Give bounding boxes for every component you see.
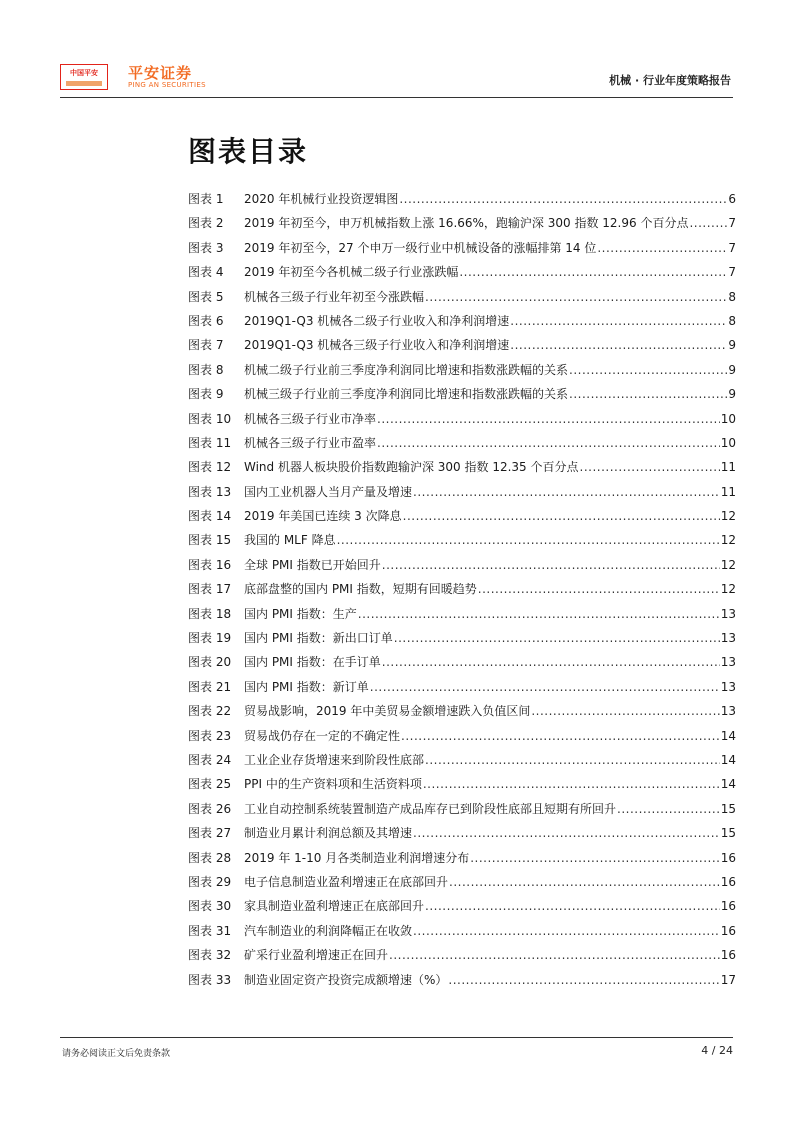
toc-entry-page: 9 xyxy=(728,362,736,377)
toc-entry-label: 图表 11 xyxy=(188,435,232,450)
toc-entry-label: 图表 8 xyxy=(188,362,224,377)
toc-entry-label: 图表 23 xyxy=(188,728,232,743)
toc-entry[interactable] xyxy=(188,312,736,336)
toc-entry-label: 图表 33 xyxy=(188,972,232,987)
toc-leader-dots xyxy=(580,460,720,474)
toc-entry[interactable] xyxy=(188,239,736,263)
toc-entry-title: 矿采行业盈利增速正在回升 xyxy=(244,948,389,963)
toc-entry-page: 17 xyxy=(720,972,736,987)
toc-entry-label: 图表 26 xyxy=(188,801,232,816)
toc-entry-title: 2019 年初至今各机械二级子行业涨跌幅 xyxy=(244,265,459,280)
toc-leader-dots xyxy=(413,924,720,938)
toc-entry-page: 16 xyxy=(720,850,736,865)
footer-disclaimer: 请务必阅读正文后免责条款 xyxy=(62,1049,171,1059)
toc-leader-dots xyxy=(425,899,720,913)
toc-entry-label: 图表 5 xyxy=(188,289,224,304)
toc-entry-title: 机械三级子行业前三季度净利润同比增速和指数涨跌幅的关系 xyxy=(244,387,569,402)
toc-entry-title: 2019 年美国已连续 3 次降息 xyxy=(244,509,402,524)
toc-entry-page: 7 xyxy=(728,240,736,255)
toc-entry-page: 10 xyxy=(720,411,736,426)
toc-entry-label: 图表 31 xyxy=(188,923,232,938)
report-title: 机械 · 行业年度策略报告 xyxy=(609,74,731,87)
toc-leader-dots xyxy=(382,558,720,572)
toc-entry-title: 2019 年初至今，27 个申万一级行业中机械设备的涨幅排第 14 位 xyxy=(244,240,597,255)
toc-entry-label: 图表 16 xyxy=(188,557,232,572)
toc-leader-dots xyxy=(401,729,720,743)
toc-entry-title: PPI 中的生产资料项和生活资料项 xyxy=(244,777,422,792)
toc-leader-dots xyxy=(510,338,727,352)
page-number: 4 / 24 xyxy=(701,1044,733,1057)
toc-entry-page: 12 xyxy=(720,557,736,572)
toc-entry-page: 16 xyxy=(720,923,736,938)
toc-leader-dots xyxy=(377,436,720,450)
toc-entry[interactable] xyxy=(188,800,736,824)
toc-leader-dots xyxy=(382,655,720,669)
page-title: 图表目录 xyxy=(188,135,309,168)
toc-entry-label: 图表 9 xyxy=(188,387,224,402)
toc-leader-dots xyxy=(389,948,720,962)
toc-leader-dots xyxy=(569,363,727,377)
brand-name: 平安证券 xyxy=(128,64,193,82)
toc-entry-title: 贸易战仍存在一定的不确定性 xyxy=(244,728,401,743)
toc-entry[interactable] xyxy=(188,897,736,921)
toc-entry-page: 7 xyxy=(728,265,736,280)
toc-entry[interactable] xyxy=(188,971,736,995)
brand-name-en: PING AN SECURITIES xyxy=(128,81,206,89)
toc-entry-title: 机械各三级子行业市盈率 xyxy=(244,435,377,450)
toc-entry[interactable] xyxy=(188,458,736,482)
toc-leader-dots xyxy=(569,387,727,401)
toc-entry-label: 图表 17 xyxy=(188,582,232,597)
toc-entry-title: 机械各三级子行业市净率 xyxy=(244,411,377,426)
toc-entry-page: 14 xyxy=(720,777,736,792)
toc-leader-dots xyxy=(377,412,720,426)
toc-entry-title: 家具制造业盈利增速正在底部回升 xyxy=(244,899,425,914)
toc-entry-label: 图表 24 xyxy=(188,752,232,767)
toc-entry[interactable] xyxy=(188,336,736,360)
toc-entry-page: 9 xyxy=(728,338,736,353)
toc-entry[interactable] xyxy=(188,727,736,751)
toc-leader-dots xyxy=(403,509,720,523)
toc-leader-dots xyxy=(394,631,720,645)
toc-entry[interactable] xyxy=(188,653,736,677)
toc-entry-page: 10 xyxy=(720,435,736,450)
toc-entry-label: 图表 21 xyxy=(188,679,232,694)
toc-entry-title: 底部盘整的国内 PMI 指数，短期有回暖趋势 xyxy=(244,582,477,597)
toc-entry-label: 图表 18 xyxy=(188,606,232,621)
toc-entry[interactable] xyxy=(188,556,736,580)
toc-entry-page: 15 xyxy=(720,801,736,816)
toc-entry-page: 15 xyxy=(720,826,736,841)
toc-entry-title: 制造业固定资产投资完成额增速（%） xyxy=(244,972,448,987)
toc-entry-label: 图表 6 xyxy=(188,313,224,328)
toc-entry-title: 国内工业机器人当月产量及增速 xyxy=(244,484,413,499)
toc-entry-page: 12 xyxy=(720,509,736,524)
toc-entry-page: 11 xyxy=(720,460,736,475)
toc-leader-dots xyxy=(448,973,719,987)
toc-entry[interactable] xyxy=(188,410,736,434)
toc-leader-dots xyxy=(597,241,727,255)
toc-entry-title: 汽车制造业的利润降幅正在收敛 xyxy=(244,923,413,938)
toc-entry-label: 图表 32 xyxy=(188,948,232,963)
toc-entry-page: 13 xyxy=(720,631,736,646)
toc-entry-title: 国内 PMI 指数：在手订单 xyxy=(244,655,381,670)
toc-entry-page: 13 xyxy=(720,606,736,621)
toc-entry-label: 图表 3 xyxy=(188,240,224,255)
toc-entry-page: 16 xyxy=(720,948,736,963)
toc-leader-dots xyxy=(399,192,727,206)
toc-leader-dots xyxy=(425,290,727,304)
toc-entry-label: 图表 14 xyxy=(188,509,232,524)
toc-entry-label: 图表 4 xyxy=(188,265,224,280)
toc-leader-dots xyxy=(423,777,720,791)
toc-entry-label: 图表 28 xyxy=(188,850,232,865)
toc-entry[interactable] xyxy=(188,190,736,214)
toc-entry-page: 12 xyxy=(720,533,736,548)
toc-entry[interactable] xyxy=(188,824,736,848)
toc-leader-dots xyxy=(617,802,720,816)
toc-entry-label: 图表 7 xyxy=(188,338,224,353)
toc-entry-page: 14 xyxy=(720,752,736,767)
toc-leader-dots xyxy=(425,753,720,767)
toc-entry[interactable] xyxy=(188,288,736,312)
toc-leader-dots xyxy=(449,875,720,889)
toc-entry-label: 图表 13 xyxy=(188,484,232,499)
toc-entry-label: 图表 22 xyxy=(188,704,232,719)
toc-leader-dots xyxy=(478,582,720,596)
toc-leader-dots xyxy=(337,533,720,547)
toc-entry[interactable] xyxy=(188,580,736,604)
toc-entry-page: 7 xyxy=(728,216,736,231)
toc-entry-page: 12 xyxy=(720,582,736,597)
toc-entry[interactable] xyxy=(188,361,736,385)
toc-entry-page: 8 xyxy=(728,313,736,328)
toc-leader-dots xyxy=(531,704,719,718)
toc-entry[interactable] xyxy=(188,922,736,946)
toc-entry[interactable] xyxy=(188,751,736,775)
toc-entry-page: 11 xyxy=(720,484,736,499)
toc-entry-title: 2019Q1-Q3 机械各三级子行业收入和净利润增速 xyxy=(244,338,510,353)
toc-entry[interactable] xyxy=(188,678,736,702)
toc-entry-page: 16 xyxy=(720,899,736,914)
toc-entry[interactable] xyxy=(188,873,736,897)
toc-entry-page: 13 xyxy=(720,704,736,719)
toc-entry-title: 2019 年初至今，申万机械指数上涨 16.66%，跑输沪深 300 指数 12.96 个百分点 xyxy=(244,216,689,231)
toc-entry-page: 9 xyxy=(728,387,736,402)
toc-entry-label: 图表 29 xyxy=(188,874,232,889)
toc-entry[interactable] xyxy=(188,605,736,629)
toc-leader-dots xyxy=(413,826,720,840)
toc-entry-title: Wind 机器人板块股价指数跑输沪深 300 指数 12.35 个百分点 xyxy=(244,460,579,475)
toc-entry-title: 国内 PMI 指数：新订单 xyxy=(244,679,369,694)
toc-leader-dots xyxy=(370,680,720,694)
toc-entry-page: 14 xyxy=(720,728,736,743)
toc-entry-title: 机械各三级子行业年初至今涨跌幅 xyxy=(244,289,425,304)
toc-entry-title: 国内 PMI 指数：新出口订单 xyxy=(244,631,393,646)
toc-entry[interactable] xyxy=(188,507,736,531)
toc-entry-title: 我国的 MLF 降息 xyxy=(244,533,336,548)
toc-entry-page: 8 xyxy=(728,289,736,304)
toc-entry[interactable] xyxy=(188,775,736,799)
toc-entry-label: 图表 30 xyxy=(188,899,232,914)
toc-entry[interactable] xyxy=(188,849,736,873)
toc-leader-dots xyxy=(459,265,727,279)
toc-entry[interactable] xyxy=(188,531,736,555)
toc-entry-label: 图表 10 xyxy=(188,411,232,426)
toc-entry-title: 贸易战影响，2019 年中美贸易金额增速跌入负值区间 xyxy=(244,704,531,719)
toc-entry-label: 图表 15 xyxy=(188,533,232,548)
toc-entry-label: 图表 12 xyxy=(188,460,232,475)
toc-entry-label: 图表 25 xyxy=(188,777,232,792)
toc-leader-dots xyxy=(470,851,720,865)
toc-entry-title: 工业自动控制系统装置制造产成品库存已到阶段性底部且短期有所回升 xyxy=(244,801,617,816)
toc-leader-dots xyxy=(358,607,720,621)
toc-entry-title: 国内 PMI 指数：生产 xyxy=(244,606,357,621)
toc-entry[interactable] xyxy=(188,263,736,287)
footer-divider xyxy=(60,1037,733,1038)
toc-entry-label: 图表 2 xyxy=(188,216,224,231)
toc-entry-title: 2019 年 1-10 月各类制造业利润增速分布 xyxy=(244,850,470,865)
toc-leader-dots xyxy=(510,314,727,328)
table-of-figures xyxy=(188,190,736,995)
toc-entry-label: 图表 1 xyxy=(188,192,224,206)
toc-entry-title: 工业企业存货增速来到阶段性底部 xyxy=(244,752,425,767)
toc-entry-label: 图表 20 xyxy=(188,655,232,670)
toc-entry-label: 图表 19 xyxy=(188,631,232,646)
header-divider xyxy=(60,97,733,98)
toc-entry-title: 机械二级子行业前三季度净利润同比增速和指数涨跌幅的关系 xyxy=(244,362,569,377)
toc-entry-page: 6 xyxy=(728,192,736,206)
logo-text: 中国平安 xyxy=(70,69,98,77)
page-header xyxy=(60,62,733,96)
toc-entry-title: 制造业月累计利润总额及其增速 xyxy=(244,826,413,841)
toc-entry-title: 2020 年机械行业投资逻辑图 xyxy=(244,192,399,206)
toc-entry[interactable] xyxy=(188,946,736,970)
toc-entry-title: 2019Q1-Q3 机械各二级子行业收入和净利润增速 xyxy=(244,313,510,328)
toc-entry[interactable] xyxy=(188,434,736,458)
toc-entry[interactable] xyxy=(188,385,736,409)
toc-leader-dots xyxy=(689,216,727,230)
toc-entry[interactable] xyxy=(188,214,736,238)
toc-entry-page: 16 xyxy=(720,874,736,889)
toc-entry-title: 全球 PMI 指数已开始回升 xyxy=(244,557,381,572)
toc-entry[interactable] xyxy=(188,483,736,507)
toc-entry[interactable] xyxy=(188,702,736,726)
toc-entry-title: 电子信息制造业盈利增速正在底部回升 xyxy=(244,874,449,889)
ping-an-logo-icon xyxy=(60,64,108,90)
toc-entry-page: 13 xyxy=(720,655,736,670)
toc-entry[interactable] xyxy=(188,629,736,653)
toc-leader-dots xyxy=(413,485,720,499)
toc-entry-page: 13 xyxy=(720,679,736,694)
toc-entry-label: 图表 27 xyxy=(188,826,232,841)
